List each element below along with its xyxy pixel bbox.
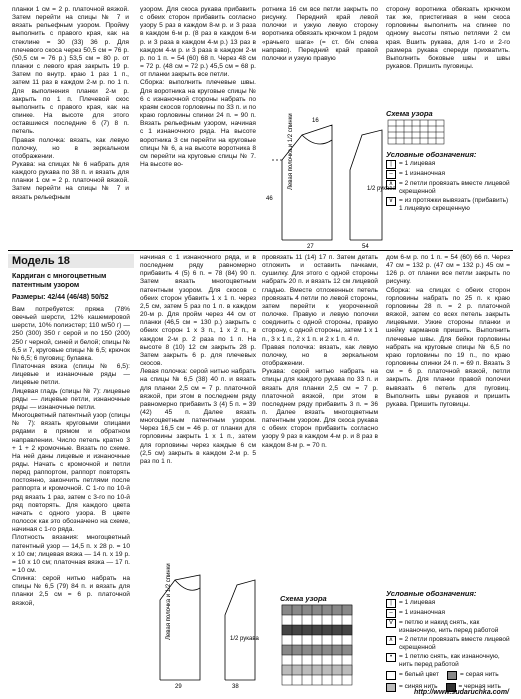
right-front-text: Правая полочка: вязать, как левую полочку, но в зеркальном отображении. [262,343,378,368]
section-divider [8,250,513,251]
schema-bottom [280,595,370,696]
legend2-item-2: = 1 изнаночная [399,609,446,616]
legend-item-1: = 1 лицевая [399,160,436,167]
schema-top [386,110,510,213]
purl-symbol-icon: – [386,609,396,618]
back-text: Спинка: серой нитью набрать на спицы № 6,5 (79) 84 п. и вязать для планки 2,5 см = 6 р. платочной вязкой, [12,575,130,607]
top-col1-text-b: Правая полочка: вязать, как левую полочку, но в зеркальном отображении. [12,136,129,160]
diag-num-1: 27 [307,244,314,250]
stockinette-text: Лицевая гладь (спицы № 7): лицевые ряды — лицевые петли, изнаночные ряды — изнаночные петли. [12,387,130,411]
diag-num-4: 16 [312,118,319,124]
legend2-item-6: = белый цвет [399,671,440,678]
bottom-column-1 [12,306,130,694]
top-col2-text-b: Сборка: выполнить плечевые швы. Для воротника на круговые спицы № 6 с изнаночной стороны набрать по краям скосов горловины по 33 п. и по краю горловины спинки 24 п. = 90 п. Вязать рельефным узором, начиная с 1 изнаночного ряда. На высоте воротника 3 см перейти на круговые спицы № 6, а на высоте воротника 8 см перейти на круговые спицы № 7. На высоте во- [140,79,256,168]
knit-symbol-icon: | [386,160,396,169]
legend-item-2: = 1 изнаночная [399,170,446,177]
garter-stitch-text: Платочная вязка (спицы № 6,5): лицевые и изнаночные ряды — лицевые петли. [12,363,130,387]
purl-symbol-icon: – [386,170,396,179]
blue-swatch-icon [386,683,396,692]
pattern-chart-top [386,118,446,148]
legend-item-4: = из протяжки вывязать (прибавить) 1 лицевую скрещенную [399,197,509,212]
pocket-text: провязать 11 (14) 17 п. Затем детать отложить и оставить пачками, сушилку. Для этого с одной стороны набрать 20 п. и вязать 12 см лицевой гладью. Вместе отложенных петель провязать 4 петли по левой стороны, затем перейти к укороченной полочке. Правую и левую полочки соединить с одной стороны, правую сторону, с одной стороны, затем 1 x 1 п., 3 x 1 п., 2 x 1 п. и 2 x 1 п. 4 п. [262,254,378,343]
slip-yarnover-symbol-icon: V [386,619,396,628]
materials-text: Вам потребуется: пряжа (78% овечьей шерсти, 12% кашемировой шерсти, 10% полиэстер; 110 м/50 г) — 250 (300) 350 г серой и по 150 (200) 250 г черной, синей и белой; спицы № 6,5 и 7, круговые спицы № 6,5; крючок № 6,5; 6 пуговиц; булавка. [12,306,130,362]
patent-pattern-text: Многоцветный патентный узор (спицы № 7): вязать круговыми спицами рядами в прямом и обратном направлении. Число петель кратно 3 + 1 + 2 кромочные. Вязать по схеме. На ней даны лицевые и изнаночные ряды. Начать с кромочной и петли перед раппортом, раппорт повторять постоянно, закончить петлями после раппорта и кромочной. С 1-го по 10-й ряд вязать 1 раз, затем с 3-го по 10-й ряд повторять. Для каждого цвета начать с одного узора. В цвете полосок как это обозначено на схеме, начиная с 1-го ряда. [12,412,130,534]
legend-title: Условные обозначения: [386,150,477,159]
top-col3-text: ротника 16 см все петли закрыть по рисунку. Передний край левой полочки и узкую левую сторону воротника обвязать крючком 1 рядом «рачьего шага» (= ст. б/н слева направо). Передний край правой полочки и узкую правую [262,6,378,62]
garment-schematic-top [262,100,396,250]
legend2-item-7: = серая нить [460,671,499,678]
pattern-chart-bottom [280,603,360,693]
diag2-num-1: 29 [175,684,182,690]
schema-title-2: Схема узора [280,594,327,603]
legend2-item-1: = 1 лицевая [399,599,436,606]
gauge-text: Плотность вязания: многоцветный патентный узор — 14,5 п. х 28 р. = 10 х 10 см; лицевая вязка — 14 п. х 19 р. = 10 х 10 см; платочная вязка — 17 п. = 10 см. [12,534,130,574]
top-column-4 [386,6,510,116]
assembly-text: Сборка: на спицах с обеих сторон горловины набрать по 25 п. к краю горловины 28 п. = 2 р. платочной вязкой, затем со всех петель закрыть лицевыми. Узкие стороны планки и шейку карманов пришить. Выполнить плечевые швы. Для бейки горловины набрать на круговые спицы № 6,5 по краю горловины по 19 п., по краю горловины спинки 24 п. = 69 п. Вязать 3 см = 6 р. платочной вязкой, петли закрыть. Для планки правой полочки вывязать 6 петель для пуговиц. Выполнить швы рукавов и пришить рукава. Пришить пуговицы. [386,286,510,408]
legend2-item-3: = петлю и накид снять, как изнаночную, нить перед работой [399,619,499,634]
footer-url[interactable]: http://www.sudaruchka.com/ [413,689,509,696]
slip-symbol-icon: • [386,653,396,662]
diag2-label-right: 1/2 рукава [230,636,259,642]
schema-title: Схема узора [386,109,433,118]
top-column-1 [12,6,129,202]
top-col1-text: планки 1 см = 2 р. платочной вязкой. Затем перейти на спицы № 7 и вязать рельефным узором. Пройму выполнить с правого края, как на стеклине = 30 (33) 36 р. Для плечевого скоса через 50,5 см = 76 р. (50,5 см = 76 р.) 53,5 см = 80 р. от планки с левого края закрыть 19 р. Затем по внутр. краю 1 раз 1 п., затем 11 раз в каждом 2-м р. по 1 п. Для выполнения планки 2-м р. закрыть по 1 п. Плечевой скос выполнить с правого края, как на спинке. На высоте для этого оставшиеся последние 6 (7) 8 п. петель. [12,6,129,136]
sleeves-cont-text: дом 6-м р. по 1 п. = 54 (60) 66 п. Через 47 см = 132 р. (47 см = 132 р.) 45 см = 126 р. от планки все петли закрыть по рисунку. [386,254,510,286]
legend2-item-5: = 1 петлю снять, как изнаночную, нить перед работой [399,653,500,668]
legend-bottom [386,590,510,692]
top-col1-text-c: Рукава: на спицах № 6 набрать для каждого рукава по 38 п. и вязать для планки 1 см = 2 р. платочной вязкой. Затем перейти на спицы № 7 и вязать рельефным [12,160,129,201]
decrease-symbol-icon: ∧ [386,180,396,189]
garment-schematic-bottom [140,560,270,690]
diag2-label-left: Левая полочка и 1/2 спинки [166,563,172,640]
diag2-num-2: 38 [232,684,239,690]
diag-num-3: 46 [266,196,273,202]
knit-symbol-icon: | [386,599,396,608]
top-col2-text: узором. Для скоса рукава прибавить с обеих сторон прибавить согласно узору 5 раз в каждом 8-м р. и 3 раза в каждом 6-м р. (8 раз в каждом 6-м р. и 3 раза в каждом 4-м р.) 13 раз в каждом 4-м р. и 3 раза в каждом 2-м р. по 1 п. = 54 (60) 68 п. Через 48 см = 72 р. (48 см = 72 р.) 45,5 см = 68 р. от планки закрыть все петли. [140,6,256,79]
back-cont-text: начиная с 1 изнаночного ряда, и в последнем ряду равномерно прибавить 4 (5) 6 п. = 78 (84) 90 п. Затем вязать многоцветным патентным узором. Для скосов с обеих сторон убавить 1 x 1 п. через 2,5 см, затем 5 раз по 1 п. в каждом 20-м р. Для пройм через 44 см от планки (46,5 см = 130 р.) закрыть с обеих сторон 1 x 3 п., 1 x 2 п., в каждом 2-м р. 2 раза по 1 п. На высоте 8 (10) 12 см закрыть 28 р. Затем закрыть 6 р. для плечевых скосов. [140,254,256,368]
top-col4-text: сторону воротника обвязать крючком так же, пристегивая в нем скоса горловины выполнить на спинке по одному высоты пятью петлями 2 см края. Вшить рукава, для 1-го и 2-го размера рукава спереди прихватить. Выполнить боковые швы и швы рукавов. Пришить пуговицы. [386,6,510,71]
increase-symbol-icon: ∨ [386,197,396,206]
diag-num-2: 54 [362,244,369,250]
sizes-line: Размеры: 42/44 (46/48) 50/52 [12,294,109,301]
legend-item-3: = 2 петли провязать вместе лицевой скрещенной [399,180,510,195]
left-front-text: Левая полочка: серой нитью набрать на спицы № 6,5 (38) 40 п. и вязать для планки 2,5 см = 7 р. платочной вязкой, при этом в последнем ряду равномерно прибавить 3 (4) 5 п. = 39 (42) 45 п. Далее вязать многоцветным патентным узором. Через 16,5 см = 46 р. от планки для горловины закрыть 1 x 1 п., затем для горловины через каждые 6 см (2,5 см) закрыть в каждом 2-м р. 5 раз по 1 п. [140,368,256,465]
legend2-item-9: = черная нить [458,683,501,690]
legend2-item-8: = синяя нить [399,683,438,690]
legend2-item-4: = 2 петли провязать вместе лицевой скрещенной [399,636,510,651]
gray-swatch-icon [447,671,457,680]
legend-title-2: Условные обозначения: [386,589,477,598]
diag-label-left: Левая полочка и 1/2 спинки [288,113,294,190]
decrease-symbol-icon: ∧ [386,636,396,645]
model-subtitle: Кардиган с многоцветным патентным узором [12,271,107,289]
diag-label-right: 1/2 рукава [367,186,396,192]
sleeves-text: Рукава: серой нитью набрать на спицы для каждого рукава по 33 п. и вязать для планки 2,5 см = 7 р. платочной вязкой, при этом в последнем ряду прибавить 3 п. = 36 п. Далее вязать многоцветным патентным узором. Для скоса рукава с обеих сторон прибавить согласно узору 9 раз в каждом 4-м р. и 8 раз в каждом 8-м р. = 70 п. [262,368,378,449]
bottom-column-4 [386,254,510,634]
white-swatch-icon [386,671,396,680]
top-column-3 [262,6,378,98]
bottom-column-3 [262,254,378,589]
top-column-2 [140,6,256,169]
model-title: Модель 18 [12,255,70,267]
